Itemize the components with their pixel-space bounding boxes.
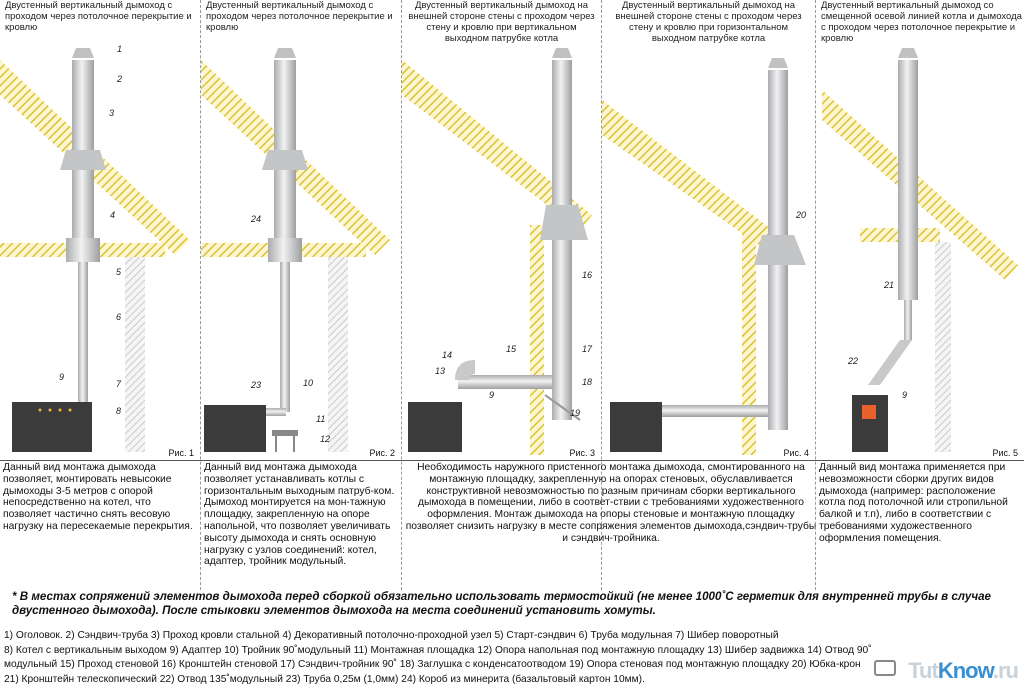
panel-title: Двустенный вертикальный дымоход с проходом через потолочное перекрытие и кровлю [206,0,393,33]
callout: 2 [117,74,123,84]
panel-title: Двустенный вертикальный дымоход на внешней стороне стены с проходом через стену и кровлю при горизонтальном выходном патрубке котла [615,0,802,44]
legend-row: модульный 15) Проход стеновой 16) Кронштейн стеновой 17) Сэндвич-тройник 90˚ 18) Заглушка с конденсатоотводом 19) Опора стеновая под монтажную площадку 20) Юбка-крон [4,659,861,671]
panel-2 [201,0,402,590]
parts-legend [4,629,1022,687]
callout: 14 [442,350,453,360]
callout: 23 [251,380,262,390]
figure-label: Рис. 2 [369,448,395,458]
callout: 15 [506,344,517,354]
callout: 8 [116,406,122,416]
panel-4 [602,0,816,590]
callout: 20 [796,210,807,220]
panel-description: Данный вид монтажа применяется при невозможности сборки других видов дымохода (например: расположение котла под потолочной или стропильной балкой и т.п), либо в соответствии с требованиями художественного оформления помещения. [819,462,1008,544]
watermark-icon [874,660,896,676]
callout: 24 [251,214,262,224]
figure-label: Рис. 5 [992,448,1018,458]
watermark-logo: TutKnow.ru [908,658,1018,683]
callout: 9 [902,390,908,400]
callout: 3 [109,108,115,118]
callout: 9 [59,372,65,382]
callout: 21 [884,280,895,290]
figure-label: Рис. 4 [783,448,809,458]
figure-label: Рис. 1 [168,448,194,458]
legend-row: 8) Котел с вертикальным выходом 9) Адаптер 10) Тройник 90˚модульный 11) Монтажная площадка 12) Опора напольная под монтажную площадку 13) Шибер задвижка 14) Отвод 90˚ [4,644,872,656]
callout: 19 [570,408,581,418]
callout: 17 [582,344,593,354]
callout: 12 [320,434,331,444]
callout: 9 [489,390,495,400]
panel-5 [816,0,1024,590]
callout: 7 [116,379,122,389]
callout: 5 [116,267,122,277]
callout: 18 [582,377,593,387]
panel-title: Двустенный вертикальный дымоход со смещенной осевой линией котла и дымохода с проходом через потолочное перекрытие и кровлю [821,0,1022,44]
panel-title: Двустенный вертикальный дымоход с проходом через потолочное перекрытие и кровлю [5,0,192,33]
panel-title: Двустенный вертикальный дымоход на внешней стороне стены с проходом через стену и кровлю при вертикальном выходном патрубке котла [408,0,595,44]
callout: 16 [582,270,593,280]
panel-description: Необходимость наружного пристенного монтажа дымохода, смонтированного на монтажную площадку, закрепленную на опорах стеновых, обуславливается конструктивной невозможностью по разным причинам сборки вертикального дымохода в помещении, либо в соответ-ствии с требованиями художественного оформления. Монтаж дымохода на опоры стеновые и монтажную площадку позволяет снизить нагрузку в месте сопряжения элементов дымохода,сэндвич-трубы и сэндвич-тройника. [405,462,817,544]
legend-row: 1) Оголовок. 2) Сэндвич-труба 3) Проход кровли стальной 4) Декоративный потолочно-проходной узел 5) Старт-сэндвич 6) Труба модульная 7) Шибер поворотный [4,630,779,641]
callout: 13 [435,366,446,376]
callout: 11 [316,414,326,424]
callout: 10 [303,378,314,388]
legend-row: 21) Кронштейн телескопический 22) Отвод 135˚модульный 23) Труба 0,25м (1,0мм) 24) Короб из минерита (базальтовый картон 10мм). [4,673,645,685]
figure-label: Рис. 3 [569,448,595,458]
panel-1 [0,0,201,590]
panel-description: Данный вид монтажа дымохода позволяет, монтировать невысокие дымоходы 3-5 метров с опорой непосредственно на котел, что позволяет частично снять весовую нагрузку на пересекаемые перекрытия. [3,462,193,532]
sealant-note: * В местах сопряжений элементов дымохода перед сборкой обязательно использовать термостойкий (не менее 1000˚С герметик для внутренней трубы в случае двустенного дымохода). После стыковки элементов дымохода на места соединений установить хомуты. [12,590,991,617]
panel-description: Данный вид монтажа дымохода позволяет устанавливать котлы с горизонтальным выходным патруб-ком. Дымоход монтируется на мон-тажную площадку, закрепленную на опоре напольной, что позволяет увеличивать высоту дымохода и снять основную нагрузку с узлов соединений: котел, адаптер, тройник модульный. [204,462,395,568]
divider [0,460,1024,461]
callout: 1 [117,44,123,54]
callout: 4 [110,210,116,220]
callout: 22 [848,356,859,366]
callout: 6 [116,312,122,322]
